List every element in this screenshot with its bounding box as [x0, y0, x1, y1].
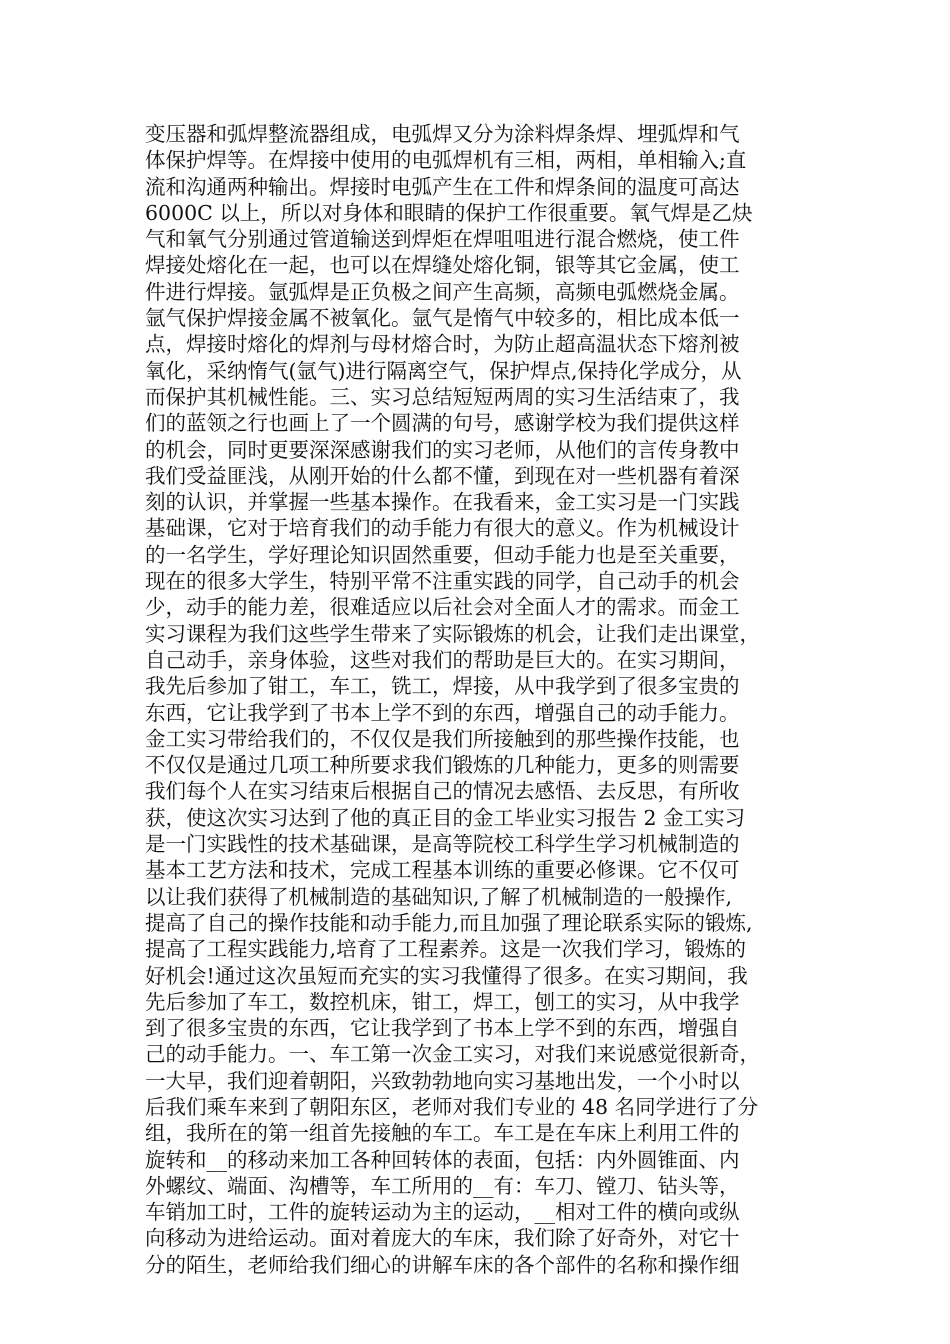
text-line: 提高了工程实践能力,培育了工程素养。这是一次我们学习，锻炼的 [145, 937, 747, 962]
text-line: 实习课程为我们这些学生带来了实际锻炼的机会，让我们走出课堂， [145, 621, 760, 646]
text-line: 我先后参加了钳工，车工，铣工，焊接，从中我学到了很多宝贵的 [145, 674, 740, 699]
text-line: 一大早，我们迎着朝阳，兴致勃勃地向实习基地出发，一个小时以 [145, 1068, 740, 1093]
text-line: 现在的很多大学生，特别平常不注重实践的同学，自己动手的机会 [145, 569, 740, 594]
text-line: 氩气保护焊接金属不被氧化。氩气是惰气中较多的，相比成本低一 [145, 306, 740, 331]
text-line: 而保护其机械性能。三、实习总结短短两周的实习生活结束了，我 [145, 384, 740, 409]
text-line: 不仅仅是通过几项工种所要求我们锻炼的几种能力，更多的则需要 [145, 753, 740, 778]
text-line: 先后参加了车工，数控机床，钳工，焊工，刨工的实习，从中我学 [145, 989, 740, 1014]
text-line: 到了很多宝贵的东西，它让我学到了书本上学不到的东西，增强自 [145, 1016, 740, 1041]
text-line: 以让我们获得了机械制造的基础知识,了解了机械制造的一般操作, [145, 884, 733, 909]
text-line: 基础课，它对于培育我们的动手能力有很大的意义。作为机械设计 [145, 516, 740, 541]
text-line: 变压器和弧焊整流器组成，电弧焊又分为涂料焊条焊、埋弧焊和气 [145, 122, 740, 146]
text-line: 点，焊接时熔化的焊剂与母材熔合时，为防止超高温状态下熔剂被 [145, 332, 740, 357]
text-line: 6000C 以上，所以对身体和眼睛的保护工作很重要。氧气焊是乙炔 [145, 200, 753, 225]
text-line: 少，动手的能力差，很难适应以后社会对全面人才的需求。而金工 [145, 595, 740, 620]
text-line: 金工实习带给我们的，不仅仅是我们所接触到的那些操作技能，也 [145, 726, 740, 751]
text-line: 车销加工时，工件的旋转运动为主的运动，__相对工件的横向或纵 [145, 1200, 740, 1225]
text-line: 分的陌生，老师给我们细心的讲解车床的各个部件的名称和操作细 [145, 1252, 740, 1277]
text-line: 焊接处熔化在一起，也可以在焊缝处熔化铜，银等其它金属，使工 [145, 253, 740, 278]
text-line: 好机会!通过这次虽短而充实的实习我懂得了很多。在实习期间，我 [145, 963, 748, 988]
text-line: 件进行焊接。氩弧焊是正负极之间产生高频，高频电弧燃烧金属。 [145, 279, 740, 304]
text-line: 流和沟通两种输出。焊接时电弧产生在工件和焊条间的温度可高达 [145, 174, 740, 199]
text-line: 组，我所在的第一组首先接触的车工。车工是在车床上利用工件的 [145, 1121, 740, 1146]
text-line: 获，使这次实习达到了他的真正目的金工毕业实习报告 2 金工实习 [145, 805, 746, 830]
text-line: 气和氧气分别通过管道输送到焊炬在焊咀咀进行混合燃烧，使工件 [145, 227, 740, 252]
text-line: 外螺纹、端面、沟槽等，车工所用的__有：车刀、镗刀、钻头等， [145, 1173, 740, 1198]
text-line: 自己动手，亲身体验，这些对我们的帮助是巨大的。在实习期间， [145, 647, 740, 672]
text-line: 是一门实践性的技术基础课，是高等院校工科学生学习机械制造的 [145, 832, 740, 857]
text-line: 基本工艺方法和技术，完成工程基本训练的重要必修课。它不仅可 [145, 858, 740, 883]
text-line: 的一名学生，学好理论知识固然重要，但动手能力也是至关重要， [145, 542, 740, 567]
text-line: 的机会，同时更要深深感谢我们的实习老师，从他们的言传身教中 [145, 437, 740, 462]
body-text [145, 121, 815, 1278]
text-line: 氧化，采纳惰气(氩气)进行隔离空气，保护焊点,保持化学成分，从 [145, 358, 742, 383]
text-line: 们的蓝领之行也画上了一个圆满的句号，感谢学校为我们提供这样 [145, 411, 740, 436]
text-line: 旋转和__的移动来加工各种回转体的表面，包括：内外圆锥面、内 [145, 1147, 740, 1172]
text-line: 体保护焊等。在焊接中使用的电弧焊机有三相，两相，单相输入;直 [145, 148, 747, 173]
text-line: 己的动手能力。一、车工第一次金工实习，对我们来说感觉很新奇， [145, 1042, 760, 1067]
text-line: 向移动为进给运动。面对着庞大的车床，我们除了好奇外，对它十 [145, 1226, 740, 1251]
text-line: 后我们乘车来到了朝阳东区，老师对我们专业的 48 名同学进行了分 [145, 1094, 759, 1119]
text-line: 刻的认识，并掌握一些基本操作。在我看来，金工实习是一门实践 [145, 490, 740, 515]
text-line: 提高了自己的操作技能和动手能力,而且加强了理论联系实际的锻炼, [145, 910, 753, 935]
text-line: 我们受益匪浅，从刚开始的什么都不懂，到现在对一些机器有着深 [145, 463, 740, 488]
text-line: 东西，它让我学到了书本上学不到的东西，增强自己的动手能力。 [145, 700, 740, 725]
text-line: 我们每个人在实习结束后根据自己的情况去感悟、去反思，有所收 [145, 779, 740, 804]
